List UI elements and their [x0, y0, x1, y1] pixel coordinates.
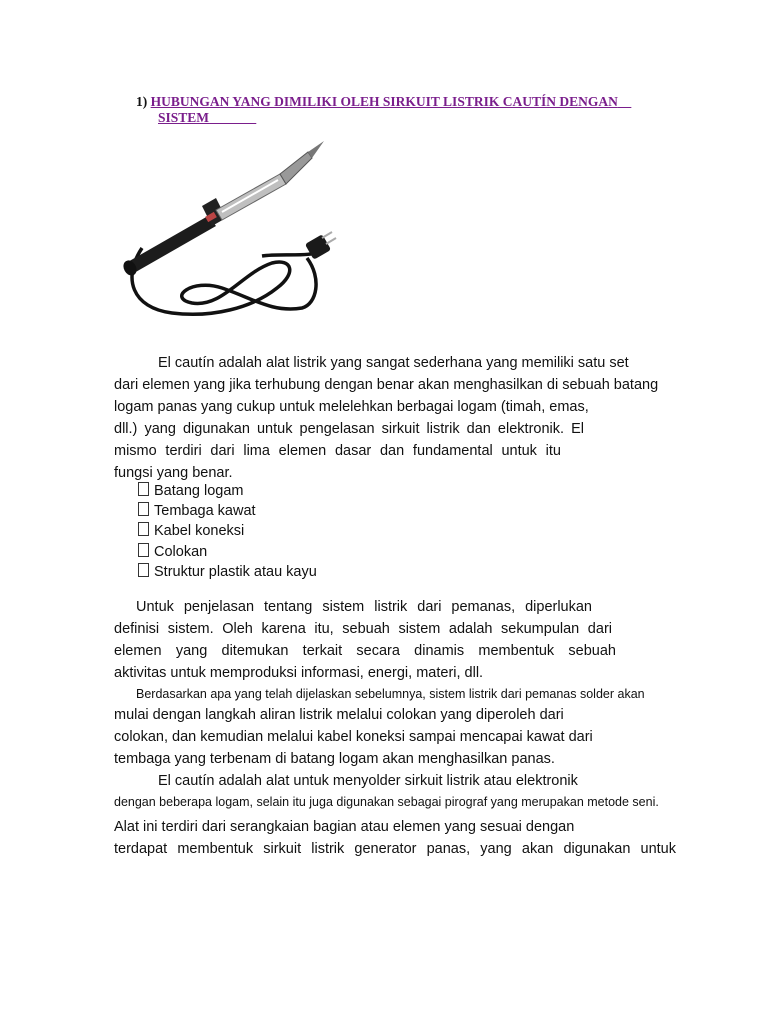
- heading-line-2: SISTEM: [158, 110, 210, 125]
- list-item: Struktur plastik atau kayu: [138, 562, 317, 582]
- heading-number: 1): [136, 94, 148, 109]
- list-item: Colokan: [138, 542, 317, 562]
- paragraph-4: El cautín adalah alat untuk menyolder sirkuit listrik atau elektronik dengan beberapa logam, selain itu juga digunakan sebagai pirograf yang merupakan metode seni. Alat ini terdiri dari serangkaian bagian atau elemen yang sesuai dengan terdapat membentuk sirkuit listrik generator panas, yang akan digunakan untuk: [114, 773, 676, 857]
- elements-list: [138, 481, 317, 582]
- section-heading: [136, 94, 676, 126]
- soldering-iron-photo: [112, 138, 342, 338]
- checkbox-glyph-icon: [138, 482, 149, 496]
- paragraph-2: Untuk penjelasan tentang sistem listrik dari pemanas, diperlukan definisi sistem. Oleh karena itu, sebuah sistem adalah sekumpulan dari elemen yang ditemukan terkait secara dinamis membentuk sebuah aktivitas untuk memproduksi informasi, energi, materi, dll.: [114, 599, 616, 681]
- checkbox-glyph-icon: [138, 563, 149, 577]
- paragraph-1: El cautín adalah alat listrik yang sangat sederhana yang memiliki satu set dari elemen yang jika terhubung dengan benar akan menghasilkan di sebuah batang logam panas yang cukup untuk melelehkan berbagai logam (timah, emas, dll.) yang digunakan untuk pengelasan sirkuit listrik dan elektronik. El mismo terdiri dari lima elemen dasar dan fundamental untuk itu fungsi yang benar.: [114, 355, 659, 481]
- list-item: Tembaga kawat: [138, 501, 317, 521]
- heading-line-1: HUBUNGAN YANG DIMILIKI OLEH SIRKUIT LISTRIK CAUTÍN DENGAN: [150, 94, 618, 109]
- checkbox-glyph-icon: [138, 522, 149, 536]
- list-item: Batang logam: [138, 481, 317, 501]
- paragraph-3: Berdasarkan apa yang telah dijelaskan sebelumnya, sistem listrik dari pemanas solder akan mulai dengan langkah aliran listrik melalui colokan yang diperoleh dari colokan, dan kemudian melalui kabel koneksi sampai mencapai kawat dari tembaga yang terbenam di batang logam akan menghasilkan panas.: [114, 687, 645, 767]
- checkbox-glyph-icon: [138, 502, 149, 516]
- checkbox-glyph-icon: [138, 543, 149, 557]
- list-item: Kabel koneksi: [138, 521, 317, 541]
